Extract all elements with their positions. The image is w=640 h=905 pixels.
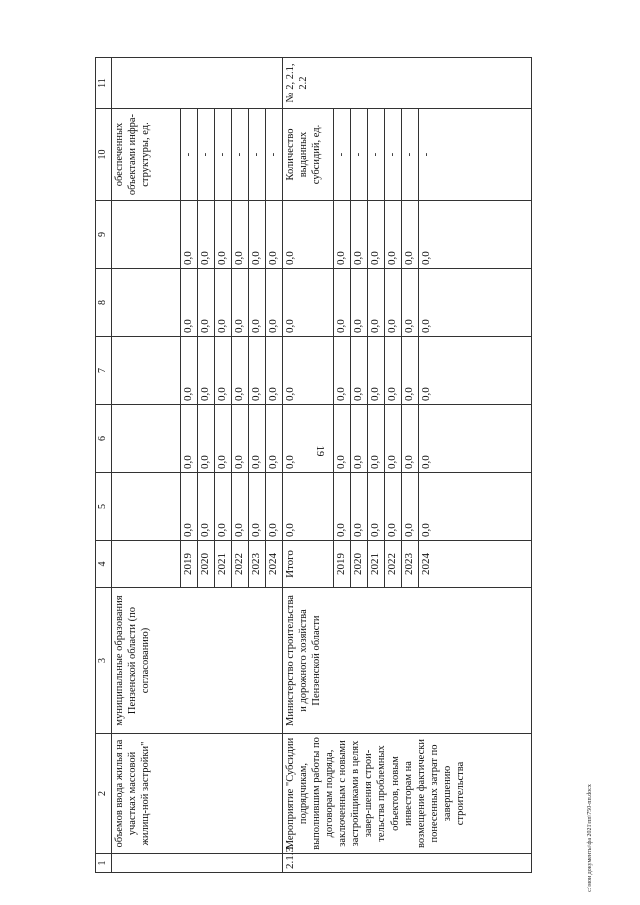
value-cell: 0,0 (248, 337, 265, 405)
header-cell: 6 (96, 405, 112, 473)
table-row (282, 58, 333, 873)
year-cell: 2024 (265, 541, 282, 588)
total-value-cell: 0,0 (282, 269, 333, 337)
total-value-cell: 0,0 (282, 473, 333, 541)
footer-file-path: c:\мои документы\фа 2021\пп\750-пп.docx (587, 784, 593, 892)
year-cell: 2023 (401, 541, 418, 588)
value-cell: 0,0 (333, 269, 350, 337)
value-cell: 0,0 (214, 269, 231, 337)
value-cell: 0,0 (384, 337, 401, 405)
year-cell (111, 541, 180, 588)
rotated-table-container (95, 58, 467, 873)
header-cell: 5 (96, 473, 112, 541)
value-cell: 0,0 (214, 201, 231, 269)
value-cell: 0,0 (197, 337, 214, 405)
value-cell: 0,0 (265, 201, 282, 269)
total-value-cell: 0,0 (282, 405, 333, 473)
value-cell: 0,0 (350, 337, 367, 405)
value-cell: 0,0 (197, 405, 214, 473)
indicator-value: - (401, 109, 418, 201)
value-cell: 0,0 (333, 337, 350, 405)
value-cell: 0,0 (384, 201, 401, 269)
row-number-cell (111, 854, 282, 873)
value-cell: 0,0 (401, 337, 418, 405)
indicator-value: - (197, 109, 214, 201)
indicator-value: - (248, 109, 265, 201)
year-cell: 2023 (248, 541, 265, 588)
header-cell: 4 (96, 541, 112, 588)
indicator-value: - (214, 109, 231, 201)
year-cell: 2022 (384, 541, 401, 588)
year-cell: 2022 (231, 541, 248, 588)
header-cell: 10 (96, 109, 112, 201)
indicator-value: - (333, 109, 350, 201)
year-cell: 2020 (350, 541, 367, 588)
year-cell: 2019 (180, 541, 197, 588)
total-label-cell: Итого (282, 541, 333, 588)
link-cell (111, 58, 282, 109)
value-cell: 0,0 (214, 337, 231, 405)
value-cell: 0,0 (418, 405, 531, 473)
value-cell: 0,0 (350, 201, 367, 269)
value-cell: 0,0 (401, 201, 418, 269)
value-cell: 0,0 (367, 337, 384, 405)
value-cell: 0,0 (384, 405, 401, 473)
value-cell: 0,0 (384, 473, 401, 541)
value-cell: 0,0 (214, 473, 231, 541)
value-cell: 0,0 (180, 405, 197, 473)
value-cell: 0,0 (350, 405, 367, 473)
table-row (111, 58, 180, 873)
header-row (96, 58, 112, 873)
row-number-cell: 2.1.3. (282, 854, 531, 873)
indicator-value: - (265, 109, 282, 201)
value-cell: 0,0 (180, 473, 197, 541)
indicator-value: - (367, 109, 384, 201)
indicator-cell: Количество выданных субсидий, ед. (282, 109, 333, 201)
indicator-value: - (350, 109, 367, 201)
total-value-cell: 0,0 (282, 201, 333, 269)
value-cell: 0,0 (350, 473, 367, 541)
value-cell: 0,0 (401, 269, 418, 337)
indicator-value: - (384, 109, 401, 201)
executor-cell: муниципальные образования Пензенской области (по согласованию) (111, 588, 282, 734)
header-cell: 2 (96, 734, 112, 854)
value-cell: 0,0 (265, 473, 282, 541)
header-cell: 9 (96, 201, 112, 269)
value-cell: 0,0 (367, 269, 384, 337)
value-cell: 0,0 (180, 201, 197, 269)
value-cell: 0,0 (333, 473, 350, 541)
value-cell: 0,0 (248, 473, 265, 541)
header-cell: 7 (96, 337, 112, 405)
total-value-cell: 0,0 (282, 337, 333, 405)
value-cell: 0,0 (248, 269, 265, 337)
value-cell: 0,0 (265, 269, 282, 337)
value-cell: 0,0 (265, 337, 282, 405)
value-cell: 0,0 (333, 201, 350, 269)
value-cell: 0,0 (231, 405, 248, 473)
header-cell: 3 (96, 588, 112, 734)
value-cell: 0,0 (180, 269, 197, 337)
value-cell: 0,0 (333, 405, 350, 473)
value-cell: 0,0 (367, 473, 384, 541)
year-cell: 2021 (214, 541, 231, 588)
value-cell (111, 337, 180, 405)
indicator-value: - (180, 109, 197, 201)
value-cell: 0,0 (197, 201, 214, 269)
value-cell: 0,0 (384, 269, 401, 337)
value-cell: 0,0 (214, 405, 231, 473)
value-cell: 0,0 (197, 269, 214, 337)
header-cell: 1 (96, 854, 112, 873)
value-cell (111, 405, 180, 473)
indicator-value: - (231, 109, 248, 201)
value-cell (111, 201, 180, 269)
link-cell: № 2, 2.1, 2.2 (282, 58, 531, 109)
page-number: 19 (314, 445, 326, 457)
value-cell: 0,0 (197, 473, 214, 541)
value-cell: 0,0 (248, 405, 265, 473)
value-cell: 0,0 (231, 337, 248, 405)
program-table (95, 57, 532, 873)
year-cell: 2021 (367, 541, 384, 588)
value-cell: 0,0 (418, 269, 531, 337)
year-cell: 2019 (333, 541, 350, 588)
measure-description: объемов ввода жилья на участках массовой жилищ-ной застройки" (111, 734, 282, 854)
executor-cell: Министерство строительства и дорожного хозяйства Пензенской области (282, 588, 531, 734)
value-cell: 0,0 (248, 201, 265, 269)
header-cell: 8 (96, 269, 112, 337)
value-cell (111, 269, 180, 337)
value-cell: 0,0 (418, 473, 531, 541)
value-cell (111, 473, 180, 541)
indicator-cell: обеспеченных объектами инфра-структуры, ед. (111, 109, 180, 201)
measure-description: Мероприятие "Субсидии подрядчикам, выполнившим работы по договорам подряда, заключенным с новыми застройщиками в целях завер-шения строи-тельства проблемных объектов, новым инвесторам на возмещение фактически понесенных затрат по завершению строительства (282, 734, 531, 854)
value-cell: 0,0 (231, 269, 248, 337)
value-cell: 0,0 (401, 473, 418, 541)
value-cell: 0,0 (265, 405, 282, 473)
value-cell: 0,0 (231, 201, 248, 269)
value-cell: 0,0 (418, 337, 531, 405)
value-cell: 0,0 (367, 201, 384, 269)
value-cell: 0,0 (401, 405, 418, 473)
year-cell: 2020 (197, 541, 214, 588)
value-cell: 0,0 (180, 337, 197, 405)
header-cell: 11 (96, 58, 112, 109)
indicator-value: - (418, 109, 531, 201)
value-cell: 0,0 (367, 405, 384, 473)
year-cell: 2024 (418, 541, 531, 588)
value-cell: 0,0 (418, 201, 531, 269)
value-cell: 0,0 (231, 473, 248, 541)
value-cell: 0,0 (350, 269, 367, 337)
